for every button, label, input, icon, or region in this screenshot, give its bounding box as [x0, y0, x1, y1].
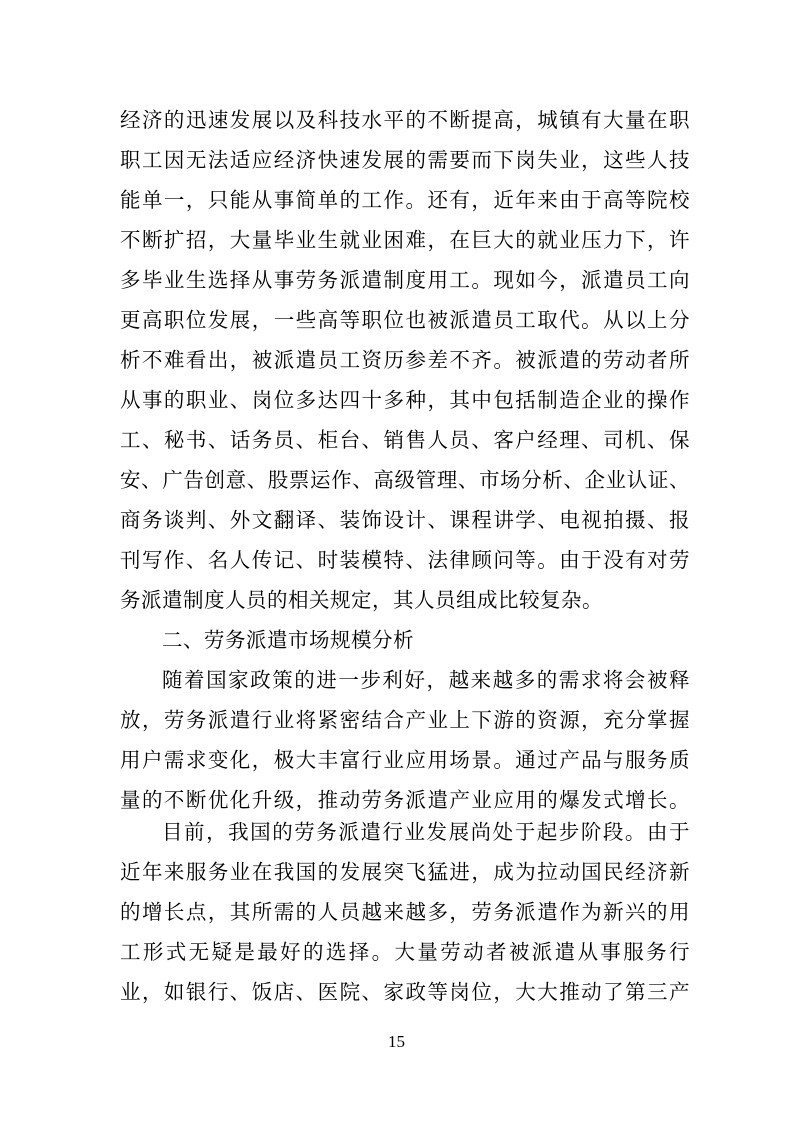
paragraph-line: 放，劳务派遣行业将紧密结合产业上下游的资源，充分掌握	[120, 708, 690, 732]
paragraph-3	[120, 812, 690, 1012]
paragraph-line: 工、秘书、话务员、柜台、销售人员、客户经理、司机、保	[120, 428, 690, 452]
paragraph-line: 业，如银行、饭店、医院、家政等岗位，大大推动了第三产	[120, 980, 690, 1004]
paragraph-line: 工形式无疑是最好的选择。大量劳动者被派遣从事服务行	[120, 940, 690, 964]
paragraph-line: 随着国家政策的进一步利好，越来越多的需求将会被释	[162, 668, 690, 692]
paragraph-line: 更高职位发展，一些高等职位也被派遣员工取代。从以上分	[120, 308, 690, 332]
paragraph-line: 不断扩招，大量毕业生就业困难，在巨大的就业压力下，许	[120, 228, 690, 252]
paragraph-line: 量的不断优化升级，推动劳务派遣产业应用的爆发式增长。	[120, 788, 690, 812]
section-heading-block	[120, 620, 690, 660]
paragraph-line: 用户需求变化，极大丰富行业应用场景。通过产品与服务质	[120, 748, 690, 772]
paragraph-line: 析不难看出，被派遣员工资历参差不齐。被派遣的劳动者所	[120, 348, 690, 372]
paragraph-line: 目前，我国的劳务派遣行业发展尚处于起步阶段。由于	[162, 820, 690, 844]
paragraph-line: 务派遣制度人员的相关规定，其人员组成比较复杂。	[120, 588, 603, 612]
paragraph-line: 安、广告创意、股票运作、高级管理、市场分析、企业认证、	[120, 468, 690, 492]
paragraph-line: 职工因无法适应经济快速发展的需要而下岗失业，这些人技	[120, 148, 690, 172]
paragraph-line: 能单一，只能从事简单的工作。还有，近年来由于高等院校	[120, 188, 690, 212]
paragraph-1	[120, 100, 690, 620]
paragraph-line: 多毕业生选择从事劳务派遣制度用工。现如今，派遣员工向	[120, 268, 690, 292]
paragraph-line: 商务谈判、外文翻译、装饰设计、课程讲学、电视拍摄、报	[120, 508, 690, 532]
paragraph-line: 刊写作、名人传记、时装模特、法律顾问等。由于没有对劳	[120, 548, 690, 572]
paragraph-2	[120, 660, 690, 820]
paragraph-line: 从事的职业、岗位多达四十多种，其中包括制造企业的操作	[120, 388, 690, 412]
section-heading: 二、劳务派遣市场规模分析	[162, 628, 414, 652]
paragraph-line: 经济的迅速发展以及科技水平的不断提高，城镇有大量在职	[120, 108, 690, 132]
paragraph-line: 的增长点，其所需的人员越来越多，劳务派遣作为新兴的用	[120, 900, 690, 924]
page-number: 15	[388, 1032, 405, 1051]
paragraph-line: 近年来服务业在我国的发展突飞猛进，成为拉动国民经济新	[120, 860, 690, 884]
